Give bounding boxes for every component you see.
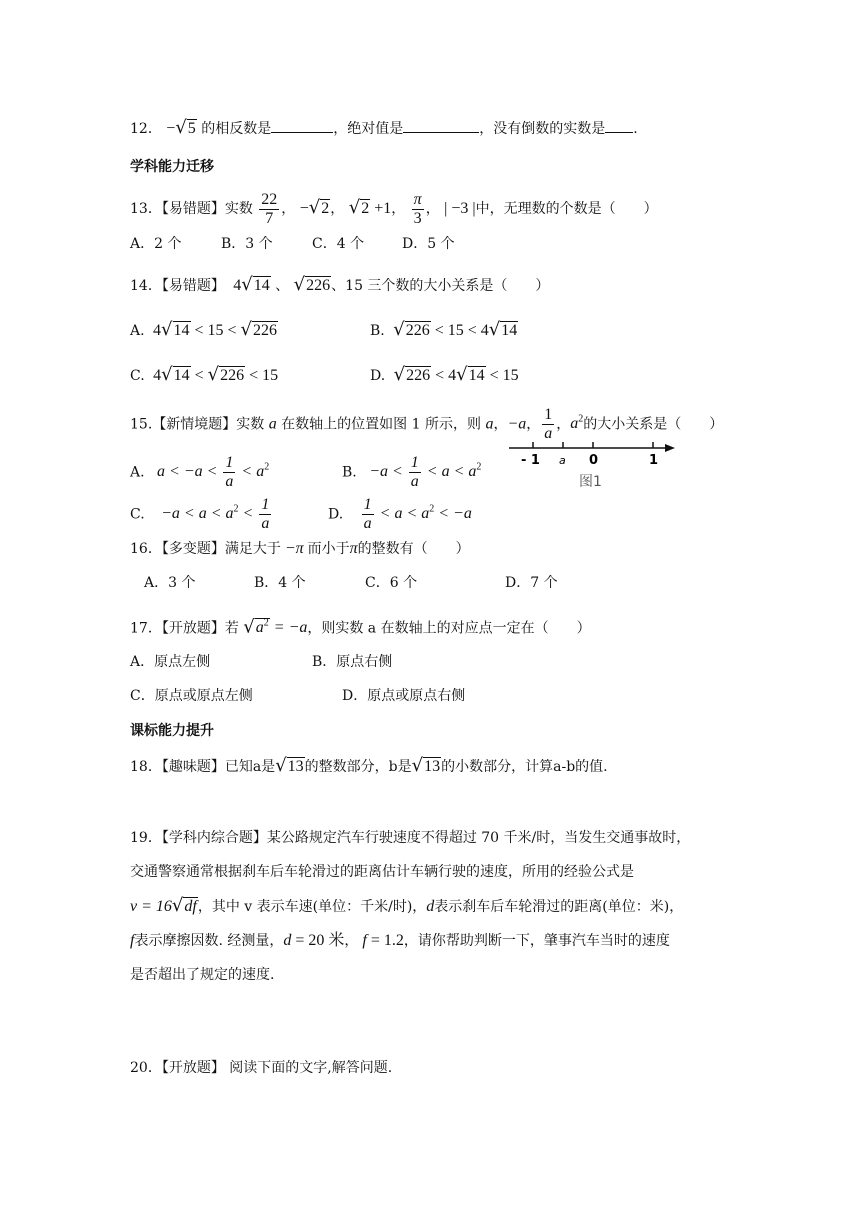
option-math: √226 < 4√14 < 15 bbox=[393, 364, 519, 385]
question-text: 中，无理数的个数是（ ） bbox=[475, 201, 658, 217]
q14-option-a[interactable] bbox=[130, 318, 278, 343]
math-d-eq-20: d bbox=[283, 932, 292, 949]
fraction-pi-3: $\frac{\pi}{3}$ bbox=[413, 190, 422, 227]
question-text: 在数轴上的位置如图 1 所示，则 bbox=[281, 416, 481, 433]
option-math: 4√14 < 15 < √226 bbox=[149, 319, 278, 340]
question-15: 15.【新情境题】实数 a 在数轴上的位置如图 1 所示，则 a，−a， $\frac{1}{a}$ ，$a^2$的大小关系是（ ） bbox=[130, 405, 724, 442]
question-text: 阅读下面的文字,解答问题. bbox=[224, 1060, 393, 1076]
option-math: 4√14 < √226 < 15 bbox=[149, 364, 279, 385]
question-17 bbox=[130, 612, 591, 640]
question-text: 若 bbox=[224, 620, 239, 637]
tick-label-1: 1 bbox=[649, 453, 659, 468]
math-abs-neg3: | −3 | bbox=[444, 200, 476, 217]
number-line-figure bbox=[505, 438, 685, 494]
tick-label-a: a bbox=[559, 454, 566, 467]
option-math: √226 < 15 < 4√14 bbox=[393, 319, 518, 340]
math-d-value: = 20 米 bbox=[291, 932, 345, 949]
question-16 bbox=[130, 537, 470, 561]
q19-line-1 bbox=[130, 826, 730, 850]
q14-option-b[interactable] bbox=[370, 318, 518, 343]
question-text: 实数 bbox=[236, 416, 265, 433]
option-math: $\frac{1}{a}$ < $a < a^2 < -a$ bbox=[363, 496, 472, 533]
fraction-22-7: $\frac{22}{7}$ bbox=[261, 190, 278, 227]
q16-option-a[interactable]: A．3 个 bbox=[144, 575, 196, 591]
tick-label-0: 0 bbox=[589, 453, 599, 468]
math-sqrt13: √13 bbox=[411, 755, 441, 776]
option-label: B. bbox=[370, 323, 385, 339]
question-text: ，绝对值是 bbox=[333, 121, 404, 137]
question-12 bbox=[130, 116, 638, 141]
answer-blank[interactable] bbox=[271, 118, 333, 133]
question-number: 12． bbox=[130, 121, 162, 137]
q17-option-b[interactable]: B．原点右侧 bbox=[312, 654, 393, 670]
q14-option-c[interactable] bbox=[130, 363, 278, 388]
option-label: D. bbox=[328, 506, 344, 523]
q15-option-a[interactable] bbox=[130, 450, 269, 491]
question-14: 14．【易错题】 4√14 、 √226、15 三个数的大小关系是（ ） bbox=[130, 274, 550, 295]
q19-line-4 bbox=[130, 929, 730, 953]
question-tag: 【易错题】 bbox=[161, 278, 225, 294]
math-neg-pi: −π bbox=[280, 540, 308, 557]
question-number: 15. bbox=[130, 416, 153, 433]
q15-option-d[interactable] bbox=[328, 492, 472, 533]
question-tag: 【学科内综合题】 bbox=[161, 830, 267, 846]
math-sqrt13: √13 bbox=[275, 755, 304, 776]
q13-option-a[interactable]: A．2 个 bbox=[130, 236, 182, 252]
fraction-1-a: $\frac{1}{a}$ bbox=[544, 405, 553, 442]
question-text: 的大小关系是（ ） bbox=[583, 416, 724, 433]
question-tag: 【新情境题】 bbox=[152, 416, 237, 433]
question-tag: 【趣味题】 bbox=[161, 759, 225, 775]
option-label: D. bbox=[370, 368, 386, 384]
math-formula-v: v = 16√df bbox=[130, 895, 197, 916]
math-sqrt226: √226 bbox=[293, 274, 331, 295]
q19-line-3 bbox=[130, 894, 730, 919]
math-a: a bbox=[268, 415, 277, 433]
question-text: ，其中 v 表示车速(单位：千米/时)， bbox=[197, 899, 427, 915]
q13-option-b[interactable]: B．3 个 bbox=[221, 236, 273, 252]
math-d: d bbox=[426, 898, 435, 915]
answer-blank[interactable] bbox=[403, 118, 479, 133]
q19-line-2: 交通警察通常根据刹车后车轮滑过的距离估计车辆行驶的速度，所用的经验公式是 bbox=[130, 864, 634, 880]
q19-line-5: 是否超出了规定的速度. bbox=[130, 967, 275, 983]
question-tag: 【开放题】 bbox=[161, 1060, 225, 1076]
question-number: 19． bbox=[130, 830, 162, 846]
math-list: a bbox=[485, 415, 494, 433]
q16-option-d[interactable]: D．7 个 bbox=[505, 575, 558, 591]
question-text: ， bbox=[344, 933, 359, 949]
question-tag: 【多变题】 bbox=[161, 541, 225, 557]
q13-option-d[interactable]: D．5 个 bbox=[402, 236, 455, 252]
q14-option-d[interactable] bbox=[370, 363, 519, 388]
question-text: 而小于 bbox=[307, 541, 350, 557]
math-pi: π bbox=[349, 540, 358, 557]
math-neg-sqrt5: −√5 bbox=[166, 117, 196, 138]
question-text: 的整数有（ ） bbox=[357, 541, 470, 557]
question-text: 表示刹车后车轮滑过的距离(单位：米)， bbox=[434, 899, 684, 915]
question-number: 16． bbox=[130, 541, 162, 557]
question-text: 、15 三个数的大小关系是（ ） bbox=[331, 278, 550, 294]
q16-option-b[interactable]: B．4 个 bbox=[254, 575, 306, 591]
question-number: 14． bbox=[130, 278, 162, 294]
tick-label-neg1: - 1 bbox=[521, 453, 540, 468]
question-text: 已知a是 bbox=[224, 759, 276, 775]
question-number: 17． bbox=[130, 620, 162, 637]
math-sqrt-a2-eq-neg-a: $√a^2 = -a$ bbox=[243, 616, 308, 638]
question-13: 13．【易错题】实数 $\frac{22}{7}$ ， −√2， √2 +1， $\frac{\pi}{3}$ ， | −3 |中，无理数的个数是（ ） bbox=[130, 190, 658, 227]
option-label: C. bbox=[130, 506, 145, 523]
question-text: 某公路规定汽车行驶速度不得超过 70 千米/时，当发生交通事故时， bbox=[266, 830, 691, 846]
option-math: −a < $\frac{1}{a}$ < $a < a^2$ bbox=[361, 454, 482, 491]
question-text: 的相反数是 bbox=[201, 121, 272, 137]
option-math: $-a < a < a^2$ < $\frac{1}{a}$ bbox=[149, 496, 270, 533]
question-text: 表示摩擦因数. 经测量， bbox=[134, 933, 284, 949]
question-text: . bbox=[633, 121, 638, 137]
q13-option-c[interactable]: C．4 个 bbox=[312, 236, 365, 252]
option-math: a < −a < $\frac{1}{a}$ < $a^2$ bbox=[149, 454, 270, 491]
math-sqrt2-plus-1: √2 +1 bbox=[348, 197, 392, 218]
section-heading: 学科能力迁移 bbox=[130, 159, 214, 175]
question-tag: 【开放题】 bbox=[161, 620, 225, 637]
question-text: 实数 bbox=[224, 201, 253, 217]
math-f: f bbox=[130, 932, 135, 949]
question-number: 13． bbox=[130, 201, 162, 217]
math-f-value: = 1.2 bbox=[366, 932, 404, 949]
question-text: ，则实数 a 在数轴上的对应点一定在（ ） bbox=[307, 620, 591, 637]
q15-option-b[interactable] bbox=[342, 450, 481, 491]
q15-option-c[interactable] bbox=[130, 492, 273, 533]
question-text: 满足大于 bbox=[224, 541, 281, 557]
question-number: 18． bbox=[130, 759, 162, 775]
question-text: ，没有倒数的实数是 bbox=[479, 121, 606, 137]
question-18 bbox=[130, 754, 608, 779]
q16-option-c[interactable]: C．6 个 bbox=[365, 575, 418, 591]
question-text: 的小数部分，计算a-b的值. bbox=[441, 759, 608, 775]
q17-option-c[interactable]: C．原点或原点左侧 bbox=[130, 688, 253, 704]
q17-option-a[interactable]: A．原点左侧 bbox=[130, 654, 211, 670]
question-19 bbox=[130, 826, 730, 987]
math-4sqrt14: 4√14 bbox=[229, 274, 270, 295]
option-label: B. bbox=[342, 464, 357, 481]
option-label: C. bbox=[130, 368, 145, 384]
option-label: A. bbox=[130, 464, 145, 481]
q17-option-d[interactable]: D．原点或原点右侧 bbox=[342, 688, 466, 704]
math-f-eq: f bbox=[358, 932, 367, 949]
math-neg-a: −a bbox=[507, 415, 527, 433]
question-number: 20． bbox=[130, 1060, 162, 1076]
math-neg-sqrt2: −√2 bbox=[299, 197, 330, 218]
axis-arrow bbox=[665, 444, 675, 452]
question-tag: 【易错题】 bbox=[161, 201, 225, 217]
answer-blank[interactable] bbox=[605, 118, 633, 133]
question-text: ，请你帮助判断一下，肇事汽车当时的速度 bbox=[403, 933, 670, 949]
question-20 bbox=[130, 1056, 392, 1080]
math-a-squared: $a^2$ bbox=[570, 414, 584, 433]
section-heading: 课标能力提升 bbox=[130, 723, 214, 739]
figure-caption: 图1 bbox=[579, 474, 602, 490]
question-text: 的整数部分，b是 bbox=[304, 759, 412, 775]
option-label: A. bbox=[130, 323, 145, 339]
